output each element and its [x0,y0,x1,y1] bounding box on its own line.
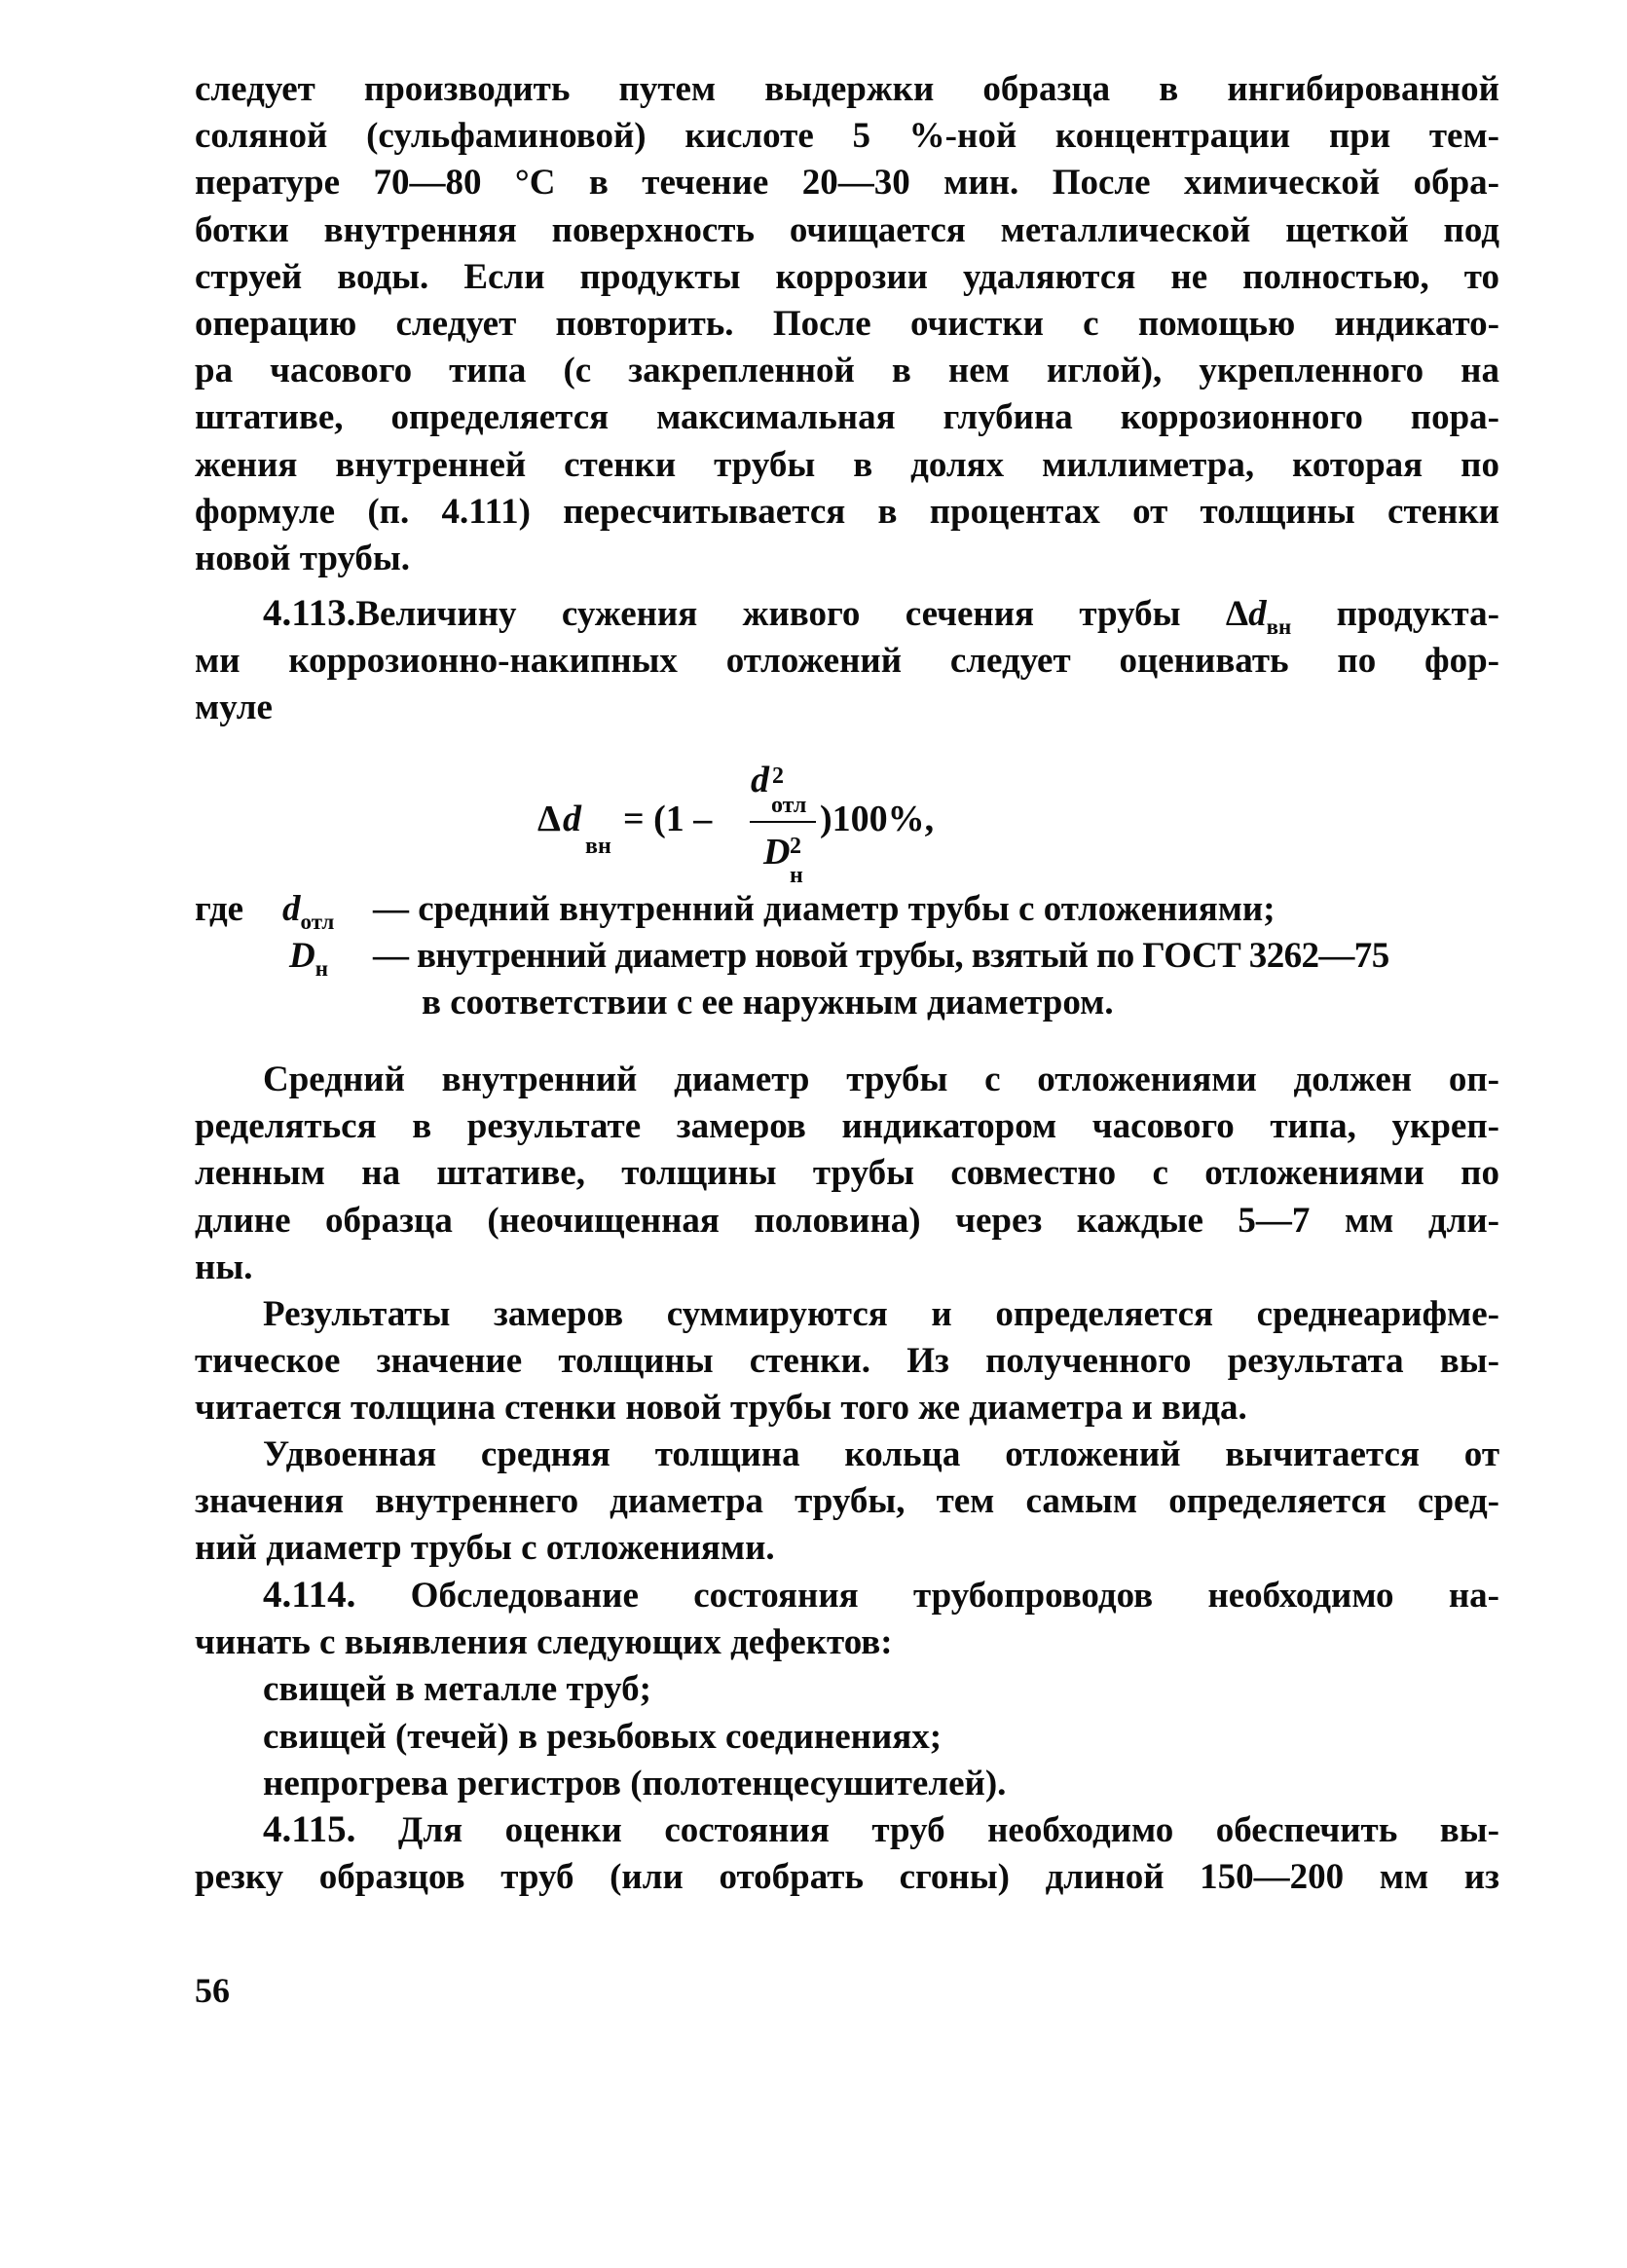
text-line: операцию следует повторить. После очистки с помощью индикато- [195,304,1499,345]
paragraph-continuation [195,66,1499,582]
text-line: Результаты замеров суммируются и определяется среднеарифме- [263,1294,1499,1334]
formula-den-sub: н [790,863,803,888]
list-item: свищей в металле труб; [263,1669,651,1710]
text-line: ра часового типа (с закрепленной в нем иглой), укрепленного на [195,351,1499,391]
text-line: чинать с выявления следующих дефектов: [195,1622,893,1663]
section-number: 4.115. [263,1808,356,1850]
text-fragment: Обследование состояния трубопроводов необходимо на- [355,1576,1499,1616]
section-4-114 [195,1572,1499,1807]
legend-symbol-d: $d_{отл}$ [282,889,335,934]
text-line: резку образцов труб (или отобрать сгоны) длиной 150—200 мм из [195,1857,1499,1898]
legend-item-2-cont: в соответствии с ее наружным диаметром. [422,983,1114,1022]
text-line: ны. [195,1246,253,1287]
delta-symbol: Δ [1225,594,1249,634]
formula-num-sup: 2 [772,763,784,789]
text-fragment: Величину сужения живого сечения трубы [355,594,1226,634]
formula-sub-vn: вн [585,834,611,859]
text-line [195,590,1499,638]
text-line: значения внутреннего диаметра трубы, тем самым определяется сред- [195,1481,1499,1522]
text-line: штативе, определяется максимальная глубина коррозионного пора- [195,397,1499,438]
section-number: 4.113. [263,592,356,634]
list-item: непрогрева регистров (полотенцесушителей). [263,1763,1007,1803]
section-number: 4.114. [263,1574,356,1616]
text-line: тическое значение толщины стенки. Из полученного результата вы- [195,1341,1499,1382]
paragraph [195,1431,1499,1573]
legend-symbol-D: $D_н$ [289,936,328,981]
fraction-bar [750,821,816,823]
text-line: читается толщина стенки новой трубы того же диаметра и вида. [195,1388,1247,1429]
section-4-115 [195,1806,1499,1901]
text-line: струей воды. Если продукты коррозии удаляются не полностью, то [195,256,1499,297]
text-line: следует производить путем выдержки образца в ингибированной [195,69,1499,109]
text-line: Удвоенная средняя толщина кольца отложений вычитается от [263,1434,1499,1474]
formula-delta: Δ [537,799,561,839]
text-line: Средний внутренний диаметр трубы с отложениями должен оп- [263,1060,1499,1099]
formula-den-sup: 2 [790,834,801,859]
text-line: пературе 70—80 °С в течение 20—30 мин. После химической обра- [195,163,1499,204]
formula-den-D: D [763,832,791,873]
text-line: ний диаметр трубы с отложениями. [195,1528,775,1569]
formula-num-sub: отл [771,793,807,818]
page-number: 56 [195,1971,230,2010]
text-line: жения внутренней стенки трубы в долях миллиметра, которая по [195,444,1499,485]
variable-d: d [1248,594,1267,634]
text-line [195,1572,1499,1619]
legend-item-1: — средний внутренний диаметр трубы с отложениями; [373,889,1276,929]
text-line: формуле (п. 4.111) пересчитывается в процентах от толщины стенки [195,491,1499,532]
subscript-vn: вн [1266,614,1292,639]
legend-where: где [195,889,244,929]
formula-close: )100%, [820,799,935,839]
formula-eq-open: = (1 – [623,799,713,839]
text-line: ми коррозионно-накипных отложений следует оценивать по фор- [195,641,1499,682]
text-line: ределяться в результате замеров индикатором часового типа, укреп- [195,1106,1499,1147]
text-line [195,1806,1499,1854]
text-line: ленным на штативе, толщины трубы совместно с отложениями по [195,1153,1499,1194]
list-item: свищей (течей) в резьбовых соединениях; [263,1716,943,1757]
section-4-113 [195,590,1499,732]
text-line: ботки внутренняя поверхность очищается металлической щеткой под [195,209,1499,250]
legend-item-2: — внутренний диаметр новой трубы, взятый по ГОСТ 3262—75 [373,936,1389,976]
formula-d: d [563,799,581,839]
text-line: новой трубы. [195,539,411,579]
text-fragment: Для оценки состояния труб необходимо обеспечить вы- [355,1810,1499,1850]
paragraph [195,1057,1499,1291]
text-fragment: продукта- [1291,594,1499,634]
formula-num-d: d [751,760,769,800]
text-line: длине образца (неочищенная половина) через каждые 5—7 мм дли- [195,1200,1499,1241]
text-line: соляной (сульфаминовой) кислоте 5 %-ной концентрации при тем- [195,116,1499,157]
text-line: муле [195,688,273,728]
paragraph [195,1291,1499,1432]
